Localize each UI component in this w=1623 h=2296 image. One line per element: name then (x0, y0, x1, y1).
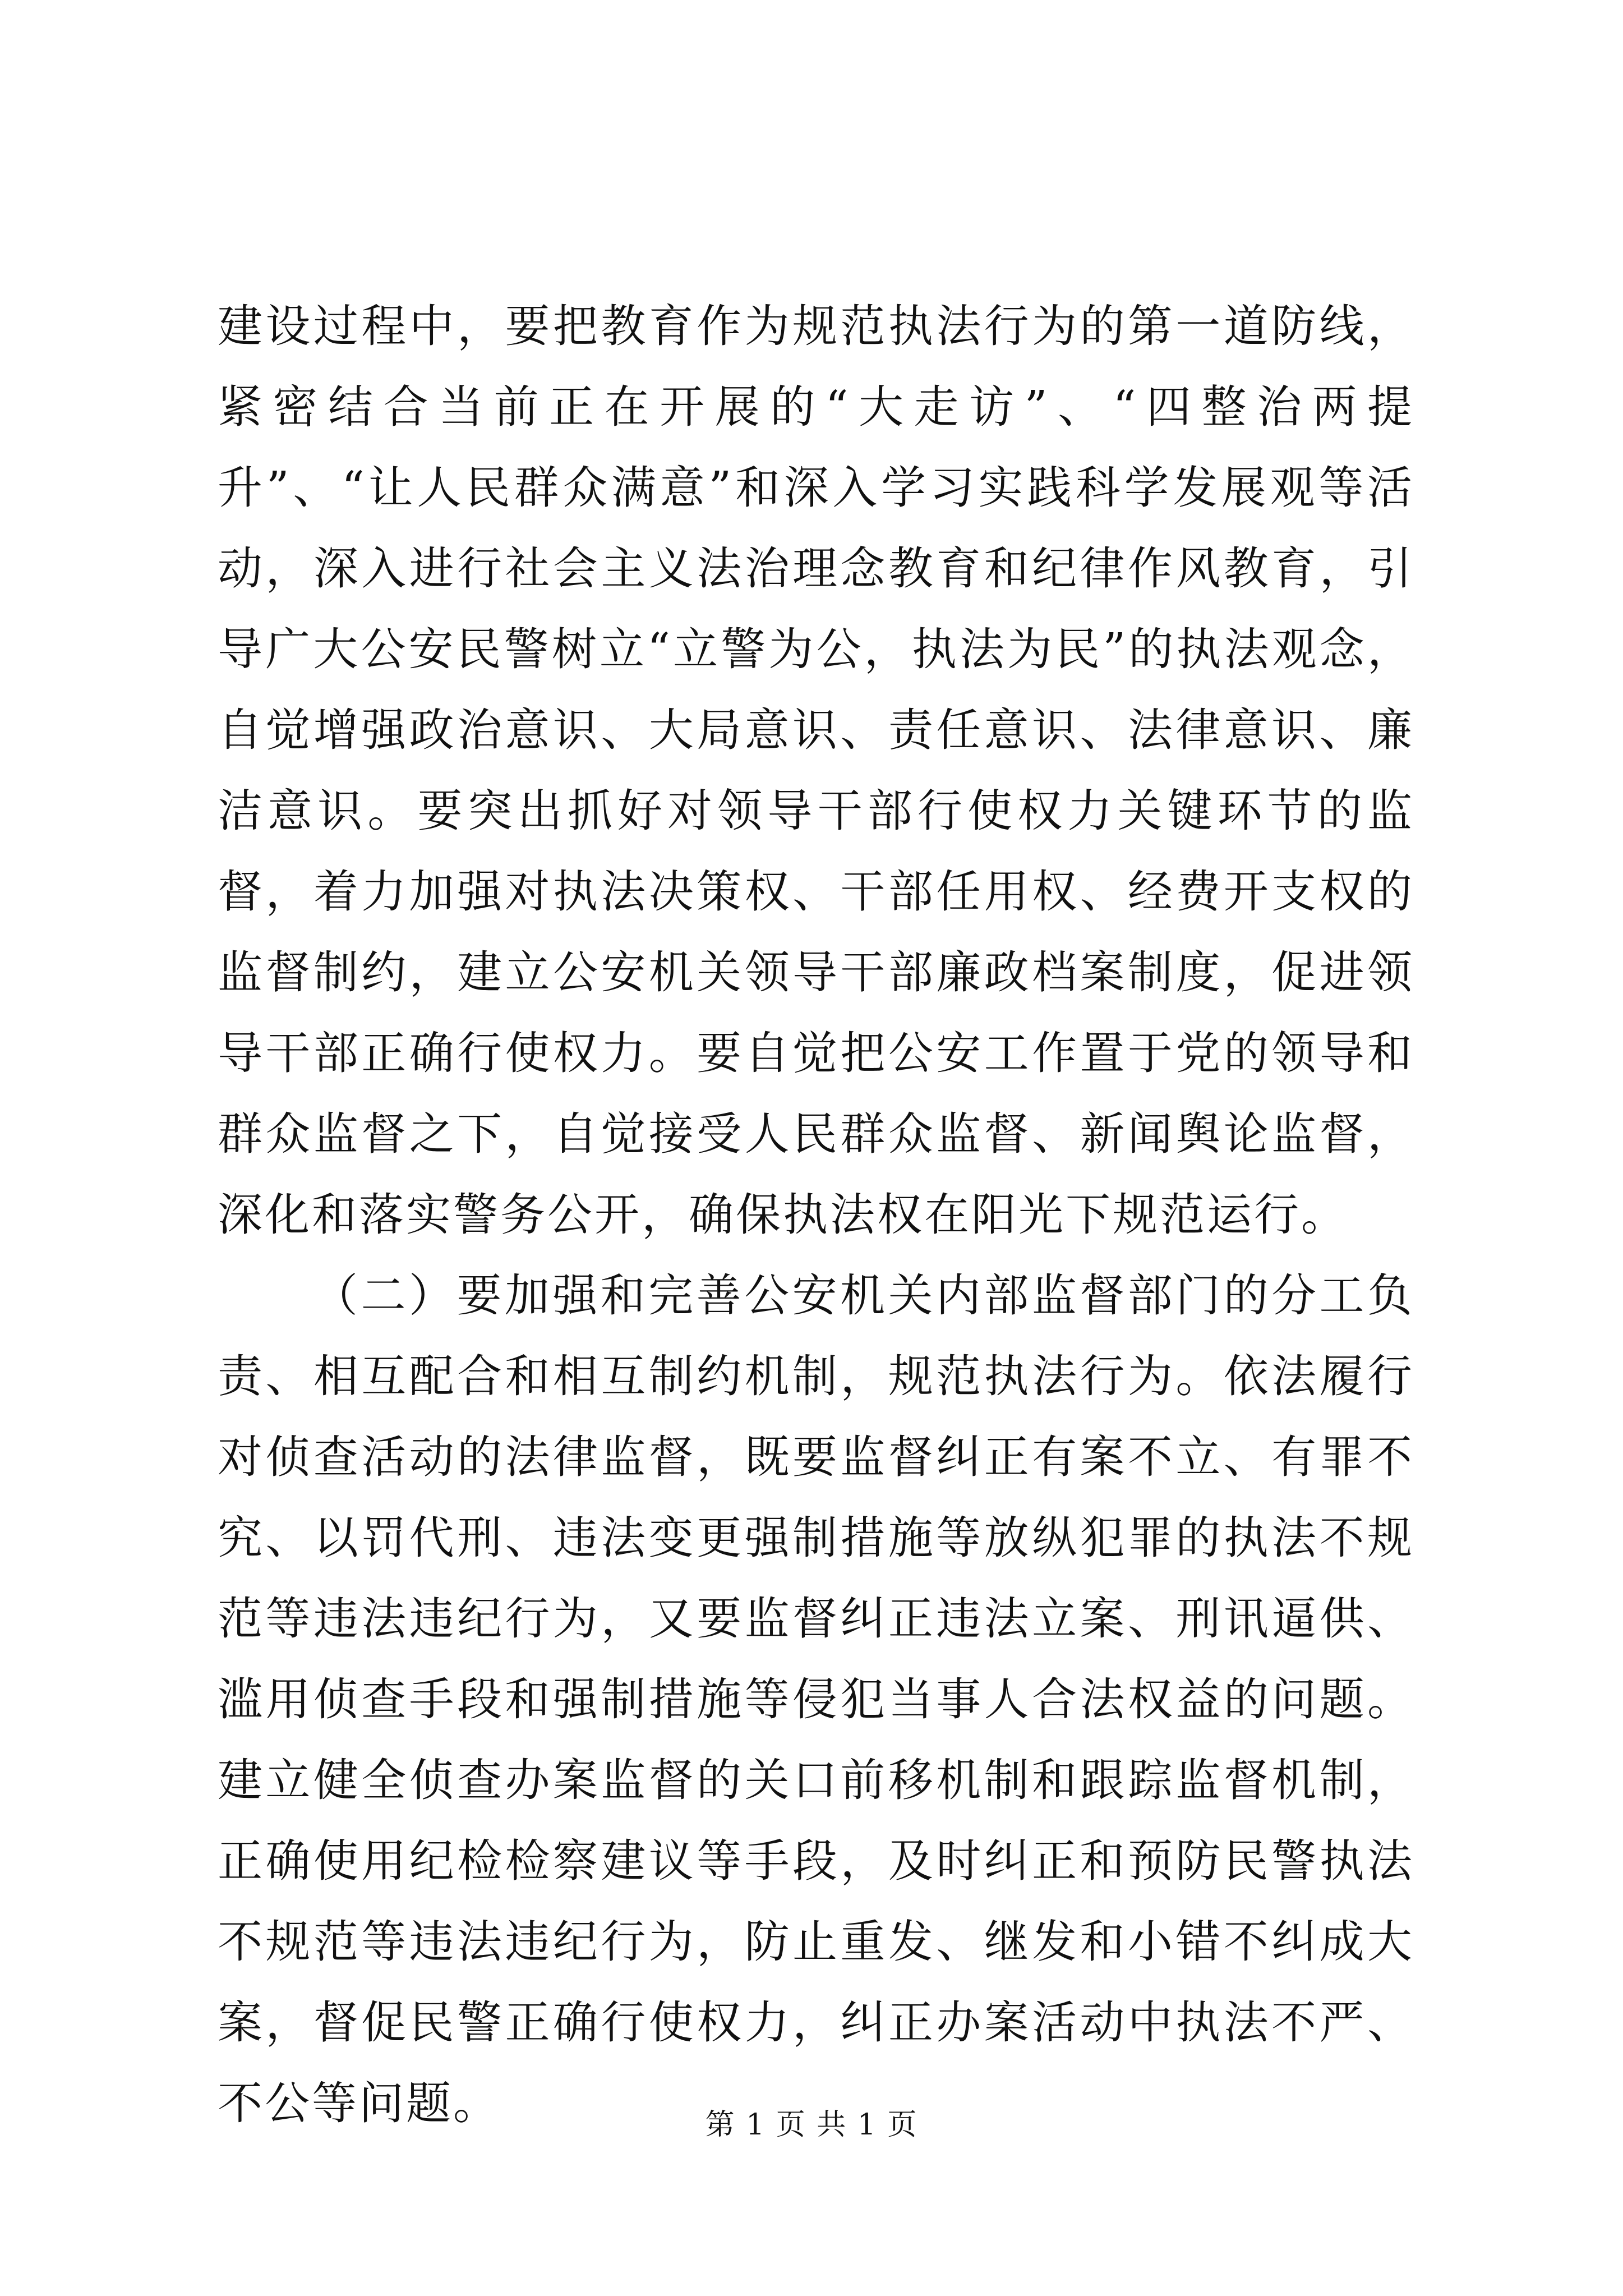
paragraph-1: 建设过程中，要把教育作为规范执法行为的第一道防线，紧密结合当前正在开展的“大走访”、“四整治两提升”、“让人民群众满意”和深入学习实践科学发展观等活动，深入进行社会主义法治理念教育和纪律作风教育，引导广大公安民警树立“立警为公，执法为民”的执法观念，自觉增强政治意识、大局意识、责任意识、法律意识、廉洁意识。要突出抓好对领导干部行使权力关键环节的监督，着力加强对执法决策权、干部任用权、经费开支权的监督制约，建立公安机关领导干部廉政档案制度，促进领导干部正确行使权力。要自觉把公安工作置于党的领导和群众监督之下，自觉接受人民群众监督、新闻舆论监督，深化和落实警务公开，确保执法权在阳光下规范运行。 (218, 300, 1414, 1241)
page-footer: 第 1 页 共 1 页 (705, 2108, 918, 2142)
document-body (218, 286, 1414, 2144)
paragraph-2: （二）要加强和完善公安机关内部监督部门的分工负责、相互配合和相互制约机制，规范执法行为。依法履行对侦查活动的法律监督，既要监督纠正有案不立、有罪不究、以罚代刑、违法变更强制措施等放纵犯罪的执法不规范等违法违纪行为，又要监督纠正违法立案、刑讯逼供、滥用侦查手段和强制措施等侵犯当事人合法权益的问题。建立健全侦查办案监督的关口前移机制和跟踪监督机制，正确使用纪检检察建议等手段，及时纠正和预防民警执法不规范等违法违纪行为，防止重发、继发和小错不纠成大案，督促民警正确行使权力，纠正办案活动中执法不严、不公等问题。 (218, 1269, 1414, 2129)
